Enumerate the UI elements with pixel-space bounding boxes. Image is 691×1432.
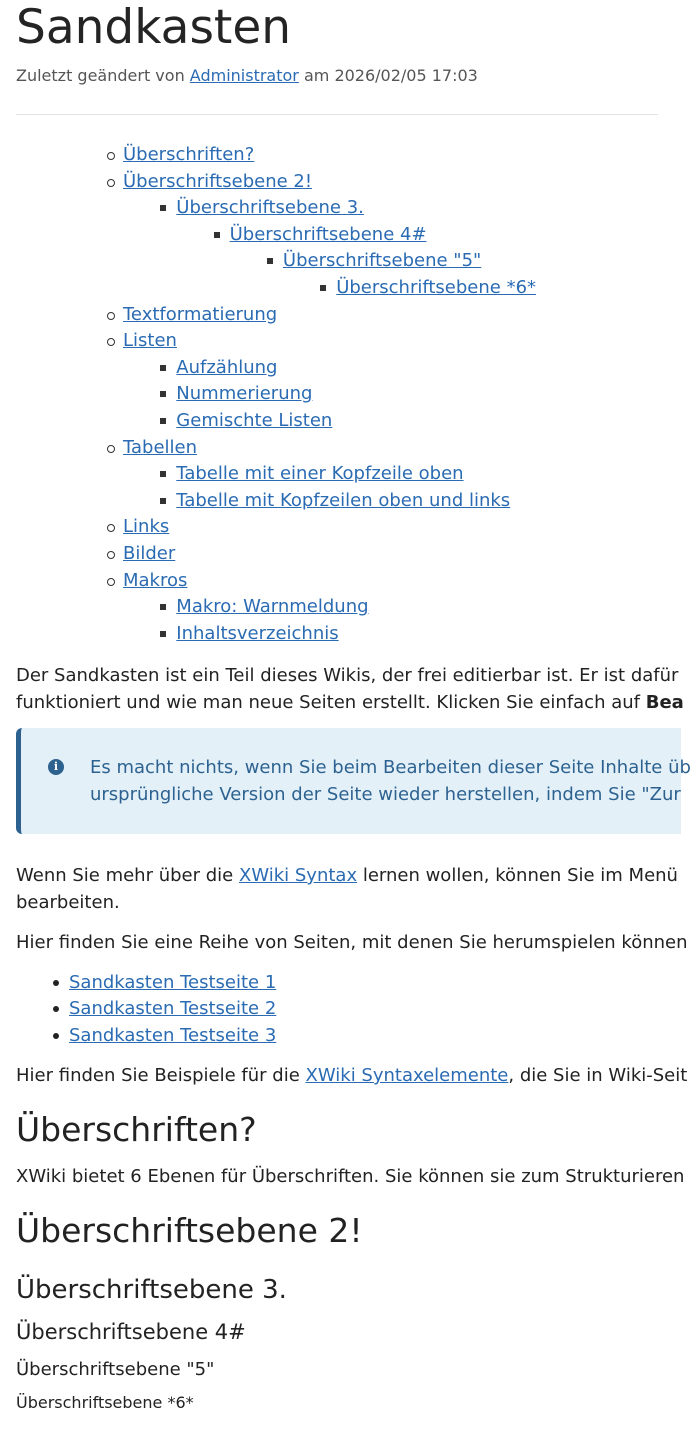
meta-prefix: Zuletzt geändert von — [16, 66, 190, 85]
toc-link[interactable]: Überschriftsebene 4# — [229, 223, 427, 245]
meta-date: 2026/02/05 17:03 — [334, 66, 478, 85]
title-divider — [16, 114, 658, 115]
info-text — [90, 754, 691, 808]
square-bullet-icon — [160, 365, 166, 371]
xwiki-syntax-link[interactable]: XWiki Syntax — [238, 865, 358, 886]
info-line-1: Es macht nichts, wenn Sie beim Bearbeiten dieser Seite Inhalte üb — [90, 757, 691, 778]
toc-link[interactable]: Makros — [123, 569, 188, 591]
toc-link[interactable]: Überschriftsebene "5" — [282, 250, 482, 272]
square-bullet-icon — [160, 471, 166, 477]
toc-link[interactable]: Makro: Warnmeldung — [176, 596, 369, 618]
headings-intro-text: XWiki bietet 6 Ebenen für Überschriften. Sie können sie zum Strukturieren — [16, 1166, 685, 1187]
toc-link[interactable]: Aufzählung — [176, 356, 278, 378]
square-bullet-icon — [267, 258, 273, 264]
circle-bullet-icon — [107, 578, 115, 586]
page-title: Sandkasten — [16, 0, 292, 55]
syntax-paragraph-line-2: bearbeiten. — [16, 892, 120, 913]
toc-link[interactable]: Überschriftsebene *6* — [336, 277, 537, 298]
circle-bullet-icon — [107, 312, 115, 320]
square-bullet-icon — [160, 498, 166, 504]
square-bullet-icon — [160, 391, 166, 397]
toc-link[interactable]: Tabelle mit Kopfzeilen oben und links — [176, 489, 511, 511]
test-page-link-1[interactable]: Sandkasten Testseite 1 — [69, 972, 277, 993]
toc-link[interactable]: Listen — [123, 330, 177, 352]
pages-paragraph: Hier finden Sie eine Reihe von Seiten, mit denen Sie herumspielen können — [16, 932, 688, 953]
syntax-prefix: Wenn Sie mehr über die — [16, 865, 239, 886]
heading-level-4: Überschriftsebene 4# — [16, 1320, 246, 1344]
square-bullet-icon — [214, 232, 220, 238]
heading-ueberschriften: Überschriften? — [16, 1110, 257, 1149]
square-bullet-icon — [160, 631, 166, 637]
square-bullet-icon — [160, 604, 166, 610]
square-bullet-icon — [160, 418, 166, 424]
bullet-icon — [53, 1033, 59, 1039]
page-meta — [16, 66, 478, 85]
info-box — [16, 728, 691, 834]
toc-link[interactable]: Tabellen — [123, 436, 198, 458]
intro-line-2 — [16, 689, 684, 716]
toc-link[interactable]: Tabelle mit einer Kopfzeile oben — [176, 463, 464, 485]
square-bullet-icon — [160, 205, 166, 211]
intro-line-1: Der Sandkasten ist ein Teil dieses Wikis, der frei editierbar ist. Er ist dafür — [16, 665, 679, 686]
page-content — [16, 0, 691, 1432]
heading-level-5: Überschriftsebene "5" — [16, 1359, 215, 1380]
circle-bullet-icon — [107, 152, 115, 160]
intro-line-2-text: funktioniert und wie man neue Seiten erstellt. Klicken Sie einfach auf — [16, 692, 646, 713]
intro-line-2-bold: Bea — [645, 692, 684, 713]
xwiki-syntax-elements-link[interactable]: XWiki Syntaxelemente — [305, 1065, 509, 1086]
info-line-2: ursprüngliche Version der Seite wieder herstellen, indem Sie "Zur — [90, 784, 681, 805]
author-link[interactable]: Administrator — [189, 66, 299, 85]
toc-link[interactable]: Überschriften? — [123, 144, 255, 165]
test-page-link-3[interactable]: Sandkasten Testseite 3 — [69, 1025, 277, 1046]
bullet-icon — [53, 980, 59, 986]
heading-level-6: Überschriftsebene *6* — [16, 1393, 194, 1412]
circle-bullet-icon — [107, 179, 115, 187]
bullet-icon — [53, 1006, 59, 1012]
toc-link[interactable]: Nummerierung — [176, 383, 313, 405]
circle-bullet-icon — [107, 338, 115, 346]
toc-link[interactable]: Überschriftsebene 3. — [176, 197, 364, 219]
toc-link[interactable]: Textformatierung — [123, 303, 278, 325]
toc-link[interactable]: Gemischte Listen — [176, 410, 333, 431]
syntax-suffix: lernen wollen, können Sie im Menü — [357, 865, 678, 886]
toc-link[interactable]: Bilder — [123, 543, 176, 564]
heading-level-2: Überschriftsebene 2! — [16, 1211, 363, 1250]
square-bullet-icon — [320, 285, 326, 291]
meta-middle: am — [298, 66, 335, 85]
examples-prefix: Hier finden Sie Beispiele für die — [16, 1065, 306, 1086]
examples-paragraph — [16, 1062, 687, 1089]
toc-link[interactable]: Links — [123, 516, 170, 538]
toc-link[interactable]: Inhaltsverzeichnis — [176, 622, 339, 644]
info-icon: i — [48, 759, 64, 775]
heading-level-3: Überschriftsebene 3. — [16, 1275, 287, 1305]
circle-bullet-icon — [107, 551, 115, 559]
circle-bullet-icon — [107, 524, 115, 532]
circle-bullet-icon — [107, 445, 115, 453]
test-page-link-2[interactable]: Sandkasten Testseite 2 — [69, 998, 277, 1019]
toc-link[interactable]: Überschriftsebene 2! — [123, 170, 313, 192]
examples-suffix: , die Sie in Wiki-Seit — [508, 1065, 688, 1086]
syntax-paragraph-line-1 — [16, 862, 678, 889]
